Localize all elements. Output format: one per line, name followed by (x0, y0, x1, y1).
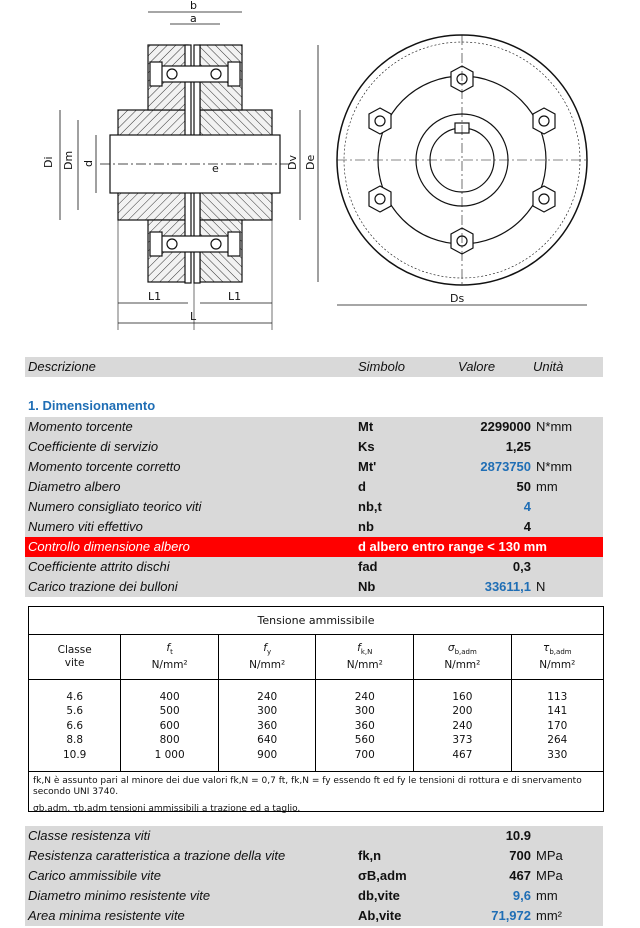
tension-table-notes (29, 771, 603, 814)
label-Dm: Dm (62, 150, 75, 170)
tension-grid (29, 635, 603, 771)
bolt-head-right-top (533, 108, 555, 134)
bolt-head-right-bottom (533, 186, 555, 212)
col-fy: 240 300 360 640 900 (218, 679, 316, 771)
label-Dv: Dv (286, 155, 299, 170)
row-diametro-minimo: Diametro minimo resistente vite db,vite 9,6 mm (25, 886, 603, 906)
row-carico-trazione: Carico trazione dei bulloni Nb 33611,1 N (25, 577, 603, 597)
col-header-fkn: $f_{k,N}$ N/mm² (316, 635, 414, 679)
row-numero-viti-effettivo: Numero viti effettivo nb 4 (25, 517, 603, 537)
header-descrizione: Descrizione (28, 359, 96, 374)
label-Ds: Ds (450, 292, 465, 305)
col-header-fy: $f_y$ N/mm² (218, 635, 316, 679)
col-fkn: 240 300 360 560 700 (316, 679, 414, 771)
header-valore: Valore (458, 359, 496, 374)
label-b: b (190, 0, 197, 12)
col-sigma: 160 200 240 373 467 (414, 679, 512, 771)
col-header-ft: $f_t$ N/mm² (121, 635, 219, 679)
label-L1-left: L1 (148, 290, 162, 303)
bolt-head-left-top (369, 108, 391, 134)
row-coefficiente-attrito: Coefficiente attrito dischi fad 0,3 (25, 557, 603, 577)
row-classe-resistenza: Classe resistenza viti 10.9 (25, 826, 603, 846)
label-e: e (212, 162, 219, 175)
label-L: L (190, 310, 197, 323)
col-classe: 4.6 5.6 6.6 8.8 10.9 (29, 679, 121, 771)
tension-table (28, 606, 604, 812)
front-view (337, 35, 587, 305)
coupling-drawing (0, 0, 640, 345)
row-controllo-albero: Controllo dimensione albero d albero entro range < 130 mm (25, 537, 603, 557)
note-adm: σb,adm, τb,adm tensioni ammissibili a trazione ed a taglio. (33, 804, 301, 814)
row-diametro-albero: Diametro albero d 50 mm (25, 477, 603, 497)
col-header-classe: Classe vite (29, 635, 121, 679)
row-coefficiente-servizio: Coefficiente di servizio Ks 1,25 (25, 437, 603, 457)
row-momento-torcente: Momento torcente Mt 2299000 N*mm (25, 417, 603, 437)
table-header-row (25, 357, 603, 377)
table-row (29, 679, 603, 771)
label-d: d (82, 160, 95, 167)
header-simbolo: Simbolo (358, 359, 405, 374)
col-header-tau: $\tau_{b,adm}$ N/mm² (511, 635, 603, 679)
row-area-minima: Area minima resistente vite Ab,vite 71,972 mm² (25, 906, 603, 926)
status-message: d albero entro range < 130 mm (358, 539, 547, 554)
col-ft: 400 500 600 800 1 000 (121, 679, 219, 771)
col-tau: 113 141 170 264 330 (547, 690, 568, 761)
label-De: De (304, 154, 317, 170)
label-Di: Di (42, 156, 55, 168)
row-resistenza-caratteristica: Resistenza caratteristica a trazione della vite fk,n 700 MPa (25, 846, 603, 866)
col-header-sigma: $\sigma_{b,adm}$ N/mm² (414, 635, 512, 679)
label-L1-right: L1 (228, 290, 242, 303)
row-numero-viti-teorico: Numero consigliato teorico viti nb,t 4 (25, 497, 603, 517)
header-unita: Unità (533, 359, 564, 374)
note-fkn: fk,N è assunto pari al minore dei due valori fk,N = 0,7 ft, fk,N = fy essendo ft ed fy le tensioni di rottura e di snervamento secondo UNI 3740. (33, 776, 582, 797)
row-momento-corretto: Momento torcente corretto Mt' 2873750 N*mm (25, 457, 603, 477)
label-a: a (190, 12, 197, 25)
bolt-head-left-bottom (369, 186, 391, 212)
section-title-dimensionamento: 1. Dimensionamento (28, 398, 156, 413)
tension-table-title: Tensione ammissibile (29, 607, 603, 635)
side-section-view (60, 12, 318, 330)
row-carico-ammissibile: Carico ammissibile vite σB,adm 467 MPa (25, 866, 603, 886)
